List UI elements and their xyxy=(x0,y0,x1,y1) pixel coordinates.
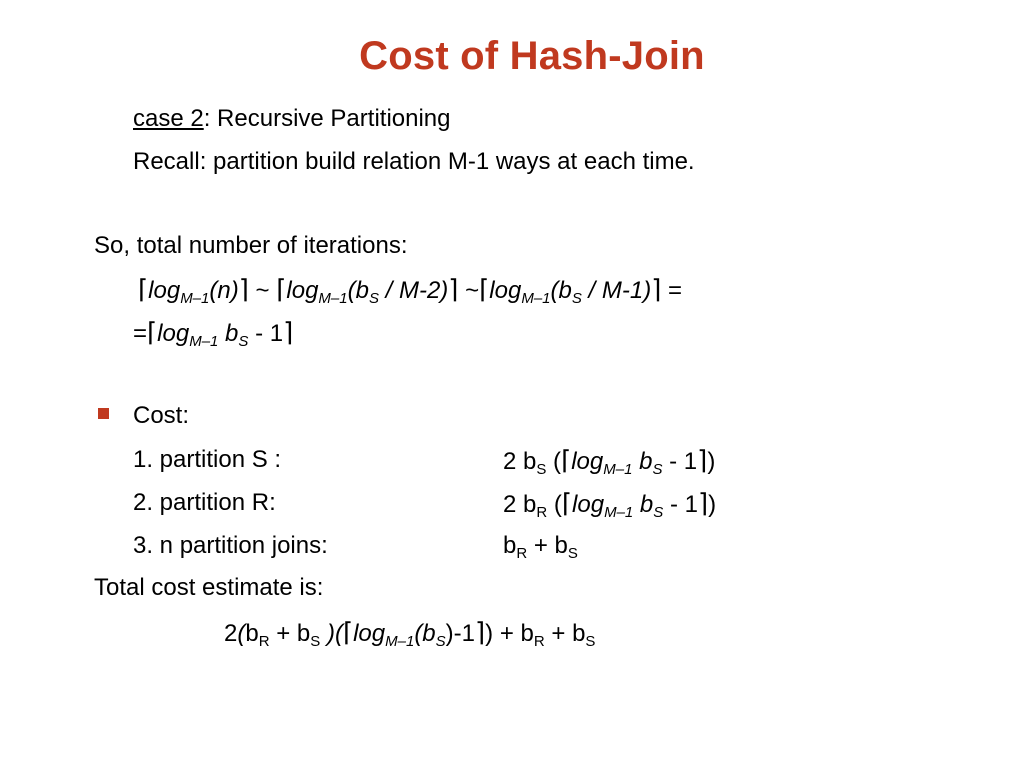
plus-b-term: ) + b xyxy=(485,620,534,647)
log-argument: / M-2) xyxy=(378,277,449,304)
log-term: log xyxy=(157,320,190,347)
iterations-heading: So, total number of iterations: xyxy=(94,232,408,259)
b-term: b xyxy=(245,620,259,647)
minus-one: - 1 xyxy=(663,491,698,518)
case-rest: : Recursive Partitioning xyxy=(203,105,451,132)
cost-item-label: 1. partition S : xyxy=(133,446,282,473)
ceil-right: ⌉ xyxy=(238,274,249,304)
ceil-right: ⌉ xyxy=(651,274,662,304)
log-base: M–1 xyxy=(318,290,348,307)
b-term: b xyxy=(218,320,239,347)
ceil-right: ⌉ xyxy=(697,445,708,475)
ceil-left: ⌈ xyxy=(479,274,490,304)
total-heading: Total cost estimate is: xyxy=(94,574,324,601)
log-argument: / M-1) xyxy=(581,277,652,304)
ceil-right: ⌉ xyxy=(475,617,486,647)
coefficient: 2 xyxy=(224,620,238,647)
log-argument: (b xyxy=(347,277,369,304)
ceil-left: ⌈ xyxy=(561,488,573,518)
b-term: b xyxy=(633,491,654,518)
log-base: M–1 xyxy=(180,290,210,307)
cost-prefix-sub: R xyxy=(536,504,548,521)
ceil-left: ⌈ xyxy=(342,617,354,647)
cost-item-expression: 2 $b_S$ ($⌈\log_{M-1}$ $b_S$ - 1⌉) xyxy=(503,445,716,478)
cost-item-expression: 2 $b_R$ ($⌈\log_{M-1}$ $b_S$ - 1⌉) xyxy=(503,488,717,521)
ceil-right: ⌉ xyxy=(448,274,459,304)
log-term: log xyxy=(571,448,604,475)
ceil-right: ⌉ xyxy=(283,317,294,347)
paren-close: )( xyxy=(320,620,343,647)
ceil-left: ⌈ xyxy=(138,274,149,304)
log-term: log xyxy=(286,277,319,304)
case-line xyxy=(133,104,451,134)
log-term: log xyxy=(353,620,386,647)
case-label: case 2 xyxy=(133,105,204,132)
cost-item-label: 3. n partition joins: xyxy=(133,532,328,559)
log-term: log xyxy=(148,277,181,304)
b-sub: S xyxy=(310,633,321,650)
paren-open: ( xyxy=(237,620,246,647)
minus-one: - 1 xyxy=(248,320,284,347)
log-argument-close: )-1 xyxy=(445,620,476,647)
ceil-left: ⌈ xyxy=(276,274,287,304)
cost-prefix: 2 b xyxy=(503,491,537,518)
tilde: ~ xyxy=(458,277,480,304)
cost-prefix-sub: S xyxy=(536,461,547,478)
cost-prefix: 2 b xyxy=(503,448,537,475)
log-base: M–1 xyxy=(603,461,633,478)
log-base: M–1 xyxy=(604,504,634,521)
b-sub: S xyxy=(567,545,578,562)
b-sub: S xyxy=(652,461,663,478)
plus-b-term: + b xyxy=(527,532,568,559)
log-argument-sub: S xyxy=(435,633,446,650)
iterations-formula xyxy=(138,274,682,306)
total-formula xyxy=(224,617,595,649)
log-term: log xyxy=(489,277,522,304)
iterations-formula-result xyxy=(133,317,293,349)
ceil-right: ⌉ xyxy=(697,488,709,518)
log-base: M–1 xyxy=(521,290,551,307)
minus-one: - 1 xyxy=(662,448,698,475)
log-term: log xyxy=(572,491,605,518)
log-argument: (b xyxy=(414,620,436,647)
plus-b-term: + b xyxy=(544,620,586,647)
b-sub: R xyxy=(533,633,545,650)
cost-item-expression xyxy=(503,531,578,561)
log-argument-sub: S xyxy=(571,290,582,307)
b-sub: S xyxy=(585,633,596,650)
log-argument-sub: S xyxy=(368,290,379,307)
recall-line: Recall: partition build relation M-1 ways at each time. xyxy=(133,148,695,175)
ceil-left: ⌈ xyxy=(147,317,158,347)
slide-title: Cost of Hash-Join xyxy=(359,34,705,78)
b-sub: S xyxy=(653,504,664,521)
b-sub: R xyxy=(258,633,270,650)
plus-b-term: + b xyxy=(269,620,311,647)
cost-heading: Cost: xyxy=(133,402,190,429)
ceil-left: ⌈ xyxy=(561,445,572,475)
b-term: b xyxy=(503,532,517,559)
equals: = xyxy=(661,277,683,304)
log-base: M–1 xyxy=(189,333,219,350)
square-bullet-icon xyxy=(98,408,109,419)
cost-item-label: 2. partition R: xyxy=(133,489,276,516)
log-argument: (n) xyxy=(209,277,239,304)
b-sub: S xyxy=(238,333,249,350)
log-base: M–1 xyxy=(385,633,415,650)
b-sub: R xyxy=(516,545,528,562)
log-argument: (b xyxy=(550,277,572,304)
tilde: ~ xyxy=(248,277,277,304)
b-term: b xyxy=(632,448,653,475)
equals: = xyxy=(133,320,148,347)
